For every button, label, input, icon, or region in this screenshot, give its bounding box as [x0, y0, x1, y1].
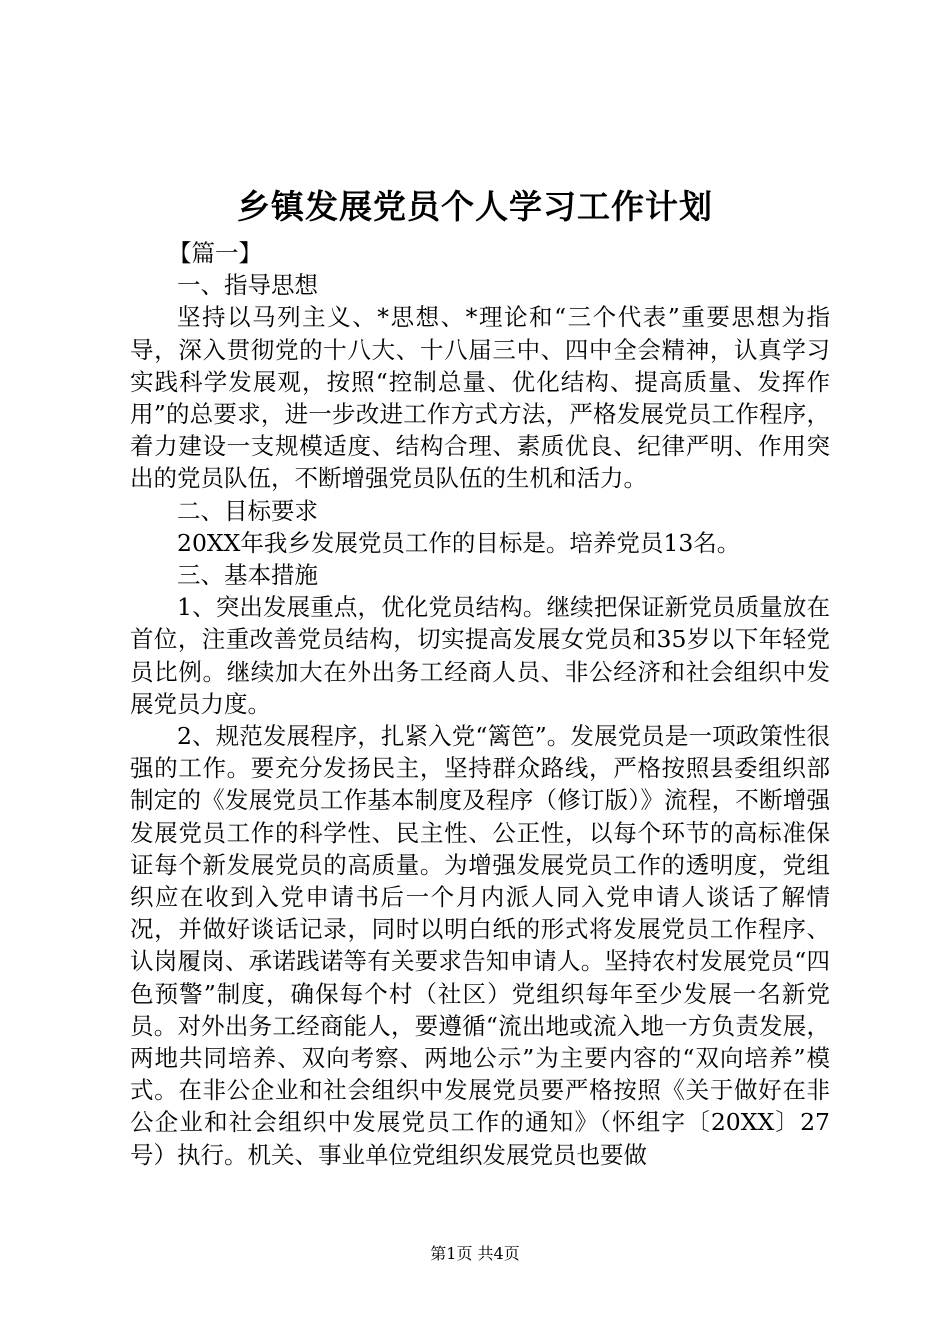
section-3-heading: 三、基本措施 [177, 561, 318, 590]
section-1-heading: 一、指导思想 [177, 271, 318, 300]
measure-2-paragraph: 2、规范发展程序，扎紧入党“篱笆”。发展党员是一项政策性很强的工作。要充分发扬民主，坚持群众路线，严格按照县委组织部制定的《发展党员工作基本制度及程序（修订版）》流程，不断增强发展党员工作的科学性、民主性、公正性，以每个环节的高标准保证每个新发展党员的高质量。为增强发展党员工作的透明度，党组织应在收到入党申请书后一个月内派人同入党申请人谈话了解情况，并做好谈话记录，同时以明白纸的形式将发展党员工作程序、认岗履岗、承诺践诺等有关要求告知申请人。坚持农村发展党员“四色预警”制度，确保每个村（社区）党组织每年至少发展一名新党员。对外出务工经商能人，要遵循“流出地或流入地一方负责发展，两地共同培养、双向考察、两地公示”为主要内容的“双向培养”模式。在非公企业和社会组织中发展党员要严格按照《关于做好在非公企业和社会组织中发展党员工作的通知》（怀组字〔20XX〕27号）执行。机关、事业单位党组织发展党员也要做 [130, 722, 830, 1169]
measure-1-paragraph: 1、突出发展重点，优化党员结构。继续把保证新党员质量放在首位，注重改善党员结构，切实提高发展女党员和35岁以下年轻党员比例。继续加大在外出务工经商人员、非公经济和社会组织中发展党员力度。 [130, 593, 830, 718]
section-1-paragraph: 坚持以马列主义、*思想、*理论和“三个代表”重要思想为指导，深入贯彻党的十八大、十八届三中、四中全会精神，认真学习实践科学发展观，按照“控制总量、优化结构、提高质量、发挥作用”的总要求，进一步改进工作方式方法，严格发展党员工作程序，着力建设一支规模适度、结构合理、素质优良、纪律严明、作用突出的党员队伍，不断增强党员队伍的生机和活力。 [130, 303, 830, 493]
part-label: 【篇一】 [168, 239, 262, 267]
document-body [130, 237, 830, 1171]
page-footer: 第1页 共4页 [430, 1244, 520, 1263]
section-2-paragraph: 20XX年我乡发展党员工作的目标是。培养党员13名。 [177, 528, 741, 557]
section-2-heading: 二、目标要求 [177, 496, 318, 525]
document-title: 乡镇发展党员个人学习工作计划 [237, 187, 713, 226]
